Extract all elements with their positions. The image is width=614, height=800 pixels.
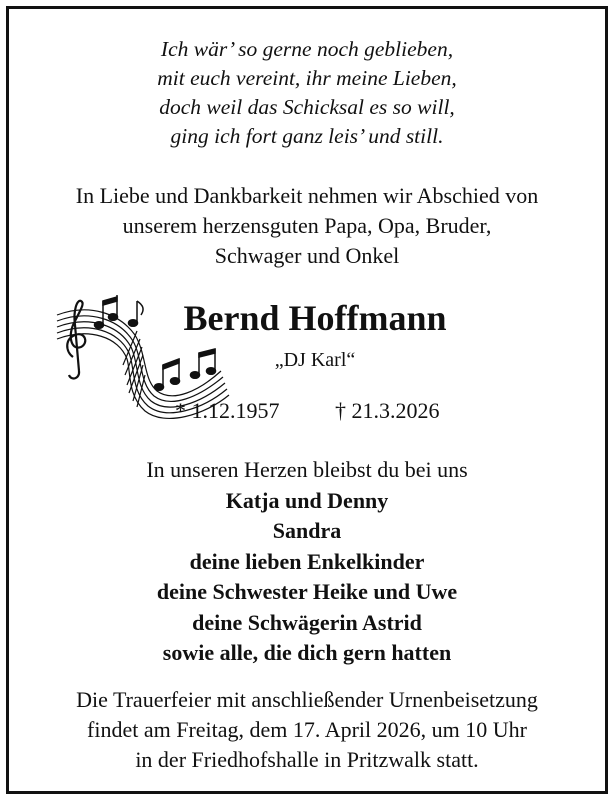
- funeral-line: in der Friedhofshalle in Pritzwalk statt.: [135, 747, 479, 772]
- mourner-line: Katja und Denny: [225, 487, 389, 513]
- death-date: † 21.3.2026: [335, 398, 440, 423]
- poem-line: Ich wär’ so gerne noch geblieben,: [160, 37, 454, 61]
- deceased-name: Bernd Hoffmann: [183, 298, 447, 338]
- funeral-line: Die Trauerfeier mit anschließender Urnenbeisetzung: [76, 687, 538, 712]
- funeral-line: findet am Freitag, dem 17. April 2026, um 10 Uhr: [87, 717, 527, 742]
- mourner-line: sowie alle, die dich gern hatten: [162, 640, 452, 665]
- poem-line: ging ich fort ganz leis’ und still.: [170, 124, 444, 148]
- mourner-line: deine Schwester Heike und Uwe: [156, 579, 458, 604]
- mourners-intro: In unseren Herzen bleibst du bei uns: [146, 457, 468, 482]
- poem: [9, 35, 605, 151]
- funeral-info: [9, 685, 605, 775]
- poem-line: doch weil das Schicksal es so will,: [159, 95, 455, 119]
- intro-line: In Liebe und Dankbarkeit nehmen wir Abschied von: [75, 183, 539, 208]
- intro-line: Schwager und Onkel: [214, 243, 400, 268]
- deceased-nickname: „DJ Karl“: [274, 349, 356, 371]
- intro-line: unserem herzensguten Papa, Opa, Bruder,: [122, 213, 492, 238]
- poem-line: mit euch vereint, ihr meine Lieben,: [157, 66, 457, 90]
- intro-text: [9, 181, 605, 271]
- mourners: [9, 455, 605, 669]
- mourner-line: deine lieben Enkelkinder: [189, 548, 425, 574]
- obituary-card: [6, 6, 608, 794]
- birth-date: * 1.12.1957: [175, 398, 280, 423]
- mourner-line: deine Schwägerin Astrid: [192, 609, 422, 635]
- mourner-line: Sandra: [272, 518, 342, 543]
